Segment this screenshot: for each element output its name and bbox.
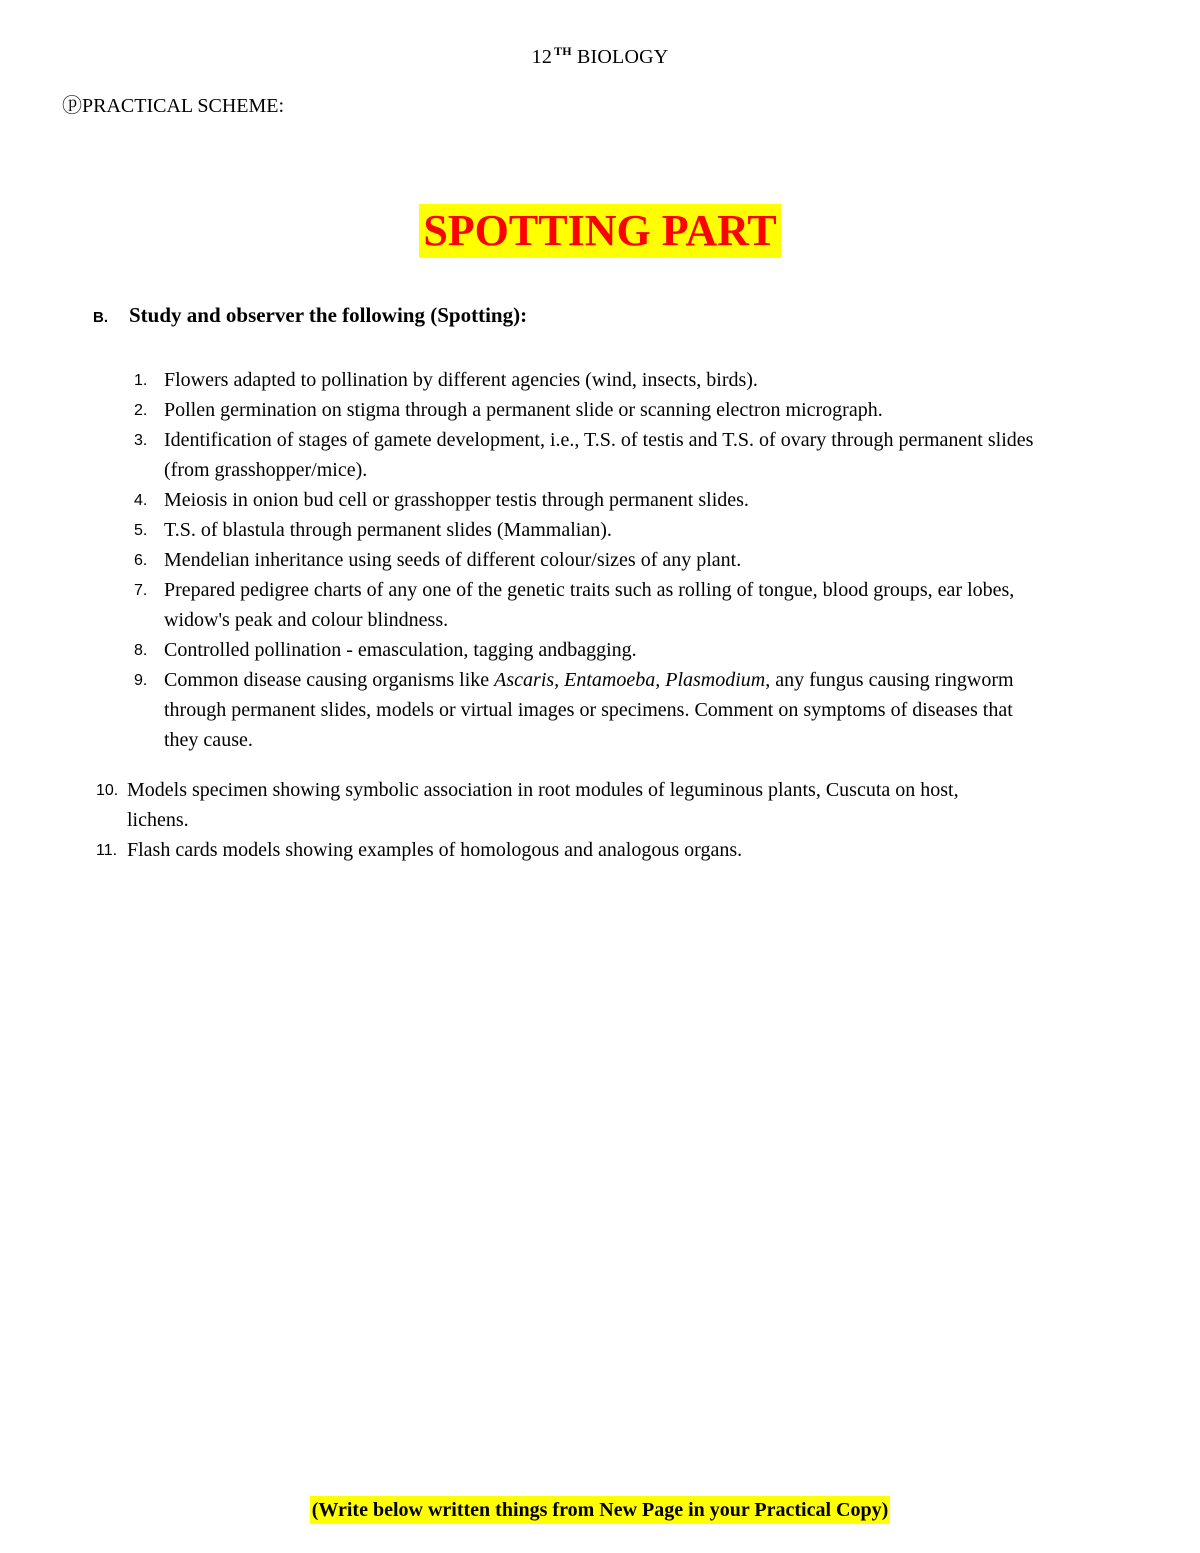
list-item-text: [164, 665, 1044, 755]
list-item-text: Flash cards models showing examples of homologous and analogous organs.: [127, 839, 743, 861]
footer-note: (Write below written things from New Page in your Practical Copy): [310, 1496, 891, 1524]
list-item-text: Flowers adapted to pollination by different agencies (wind, insects, birds).: [164, 369, 758, 391]
list-item-text: Identification of stages of gamete development, i.e., T.S. of testis and T.S. of ovary through permanent slides (from grasshopper/mice).: [164, 429, 1034, 481]
list-item-text: Models specimen showing symbolic association in root modules of leguminous plants, Cuscuta on host, lichens.: [127, 779, 959, 831]
list-item-number: 2.: [134, 402, 148, 419]
list-item: [0, 575, 1200, 635]
list-item: [0, 835, 1200, 865]
list-item-number: 10.: [96, 782, 119, 799]
list-spacer: [0, 755, 1200, 775]
list-item-text: Controlled pollination - emasculation, tagging andbagging.: [164, 639, 637, 661]
list-item-number: 4.: [134, 492, 148, 509]
sub-heading-letter: B.: [93, 309, 108, 326]
section-title: SPOTTING PART: [419, 204, 780, 258]
practical-scheme-label: ⓟPRACTICAL SCHEME:: [62, 95, 285, 117]
list-item-number: 6.: [134, 552, 148, 569]
list-item-number: 7.: [134, 582, 148, 599]
list-item-text: Pollen germination on stigma through a permanent slide or scanning electron micrograph.: [164, 399, 883, 421]
list-item: [0, 395, 1200, 425]
list-item: [0, 775, 1200, 835]
list-item-text: Mendelian inheritance using seeds of different colour/sizes of any plant.: [164, 549, 742, 571]
footer-container: [0, 1496, 1200, 1524]
title-superscript: TH: [554, 44, 572, 58]
section-title-container: [0, 204, 1200, 258]
list-item-number: 9.: [134, 672, 148, 689]
list-item-number: 5.: [134, 522, 148, 539]
list-item-number: 3.: [134, 432, 148, 449]
spotting-list: [0, 365, 1200, 865]
list-item-text: Prepared pedigree charts of any one of the genetic traits such as rolling of tongue, blood groups, ear lobes, widow's peak and colour blindness.: [164, 579, 1015, 631]
list-item-text-part: , any fungus causing ringworm through permanent slides, models or virtual images or specimens. Comment on symptoms of diseases that they cause.: [164, 669, 1014, 751]
list-item: [0, 665, 1200, 755]
list-item: [0, 365, 1200, 395]
list-item: [0, 515, 1200, 545]
title-subject: BIOLOGY: [571, 46, 669, 68]
sub-heading-text: Study and observer the following (Spotting):: [129, 303, 528, 327]
list-item-text-part: Common disease causing organisms like: [164, 669, 495, 691]
list-item-number: 8.: [134, 642, 148, 659]
organism-names: Ascaris, Entamoeba, Plasmodium: [494, 669, 766, 691]
page-title: [0, 44, 1200, 69]
list-item: [0, 485, 1200, 515]
title-grade: 12: [531, 46, 553, 68]
list-item-text: Meiosis in onion bud cell or grasshopper testis through permanent slides.: [164, 489, 749, 511]
sub-heading: [93, 303, 527, 328]
list-item-number: 11.: [96, 842, 118, 859]
list-item: [0, 545, 1200, 575]
list-item-text: T.S. of blastula through permanent slides (Mammalian).: [164, 519, 612, 541]
list-item: [0, 635, 1200, 665]
list-item-number: 1.: [134, 372, 148, 389]
list-item: [0, 425, 1200, 485]
